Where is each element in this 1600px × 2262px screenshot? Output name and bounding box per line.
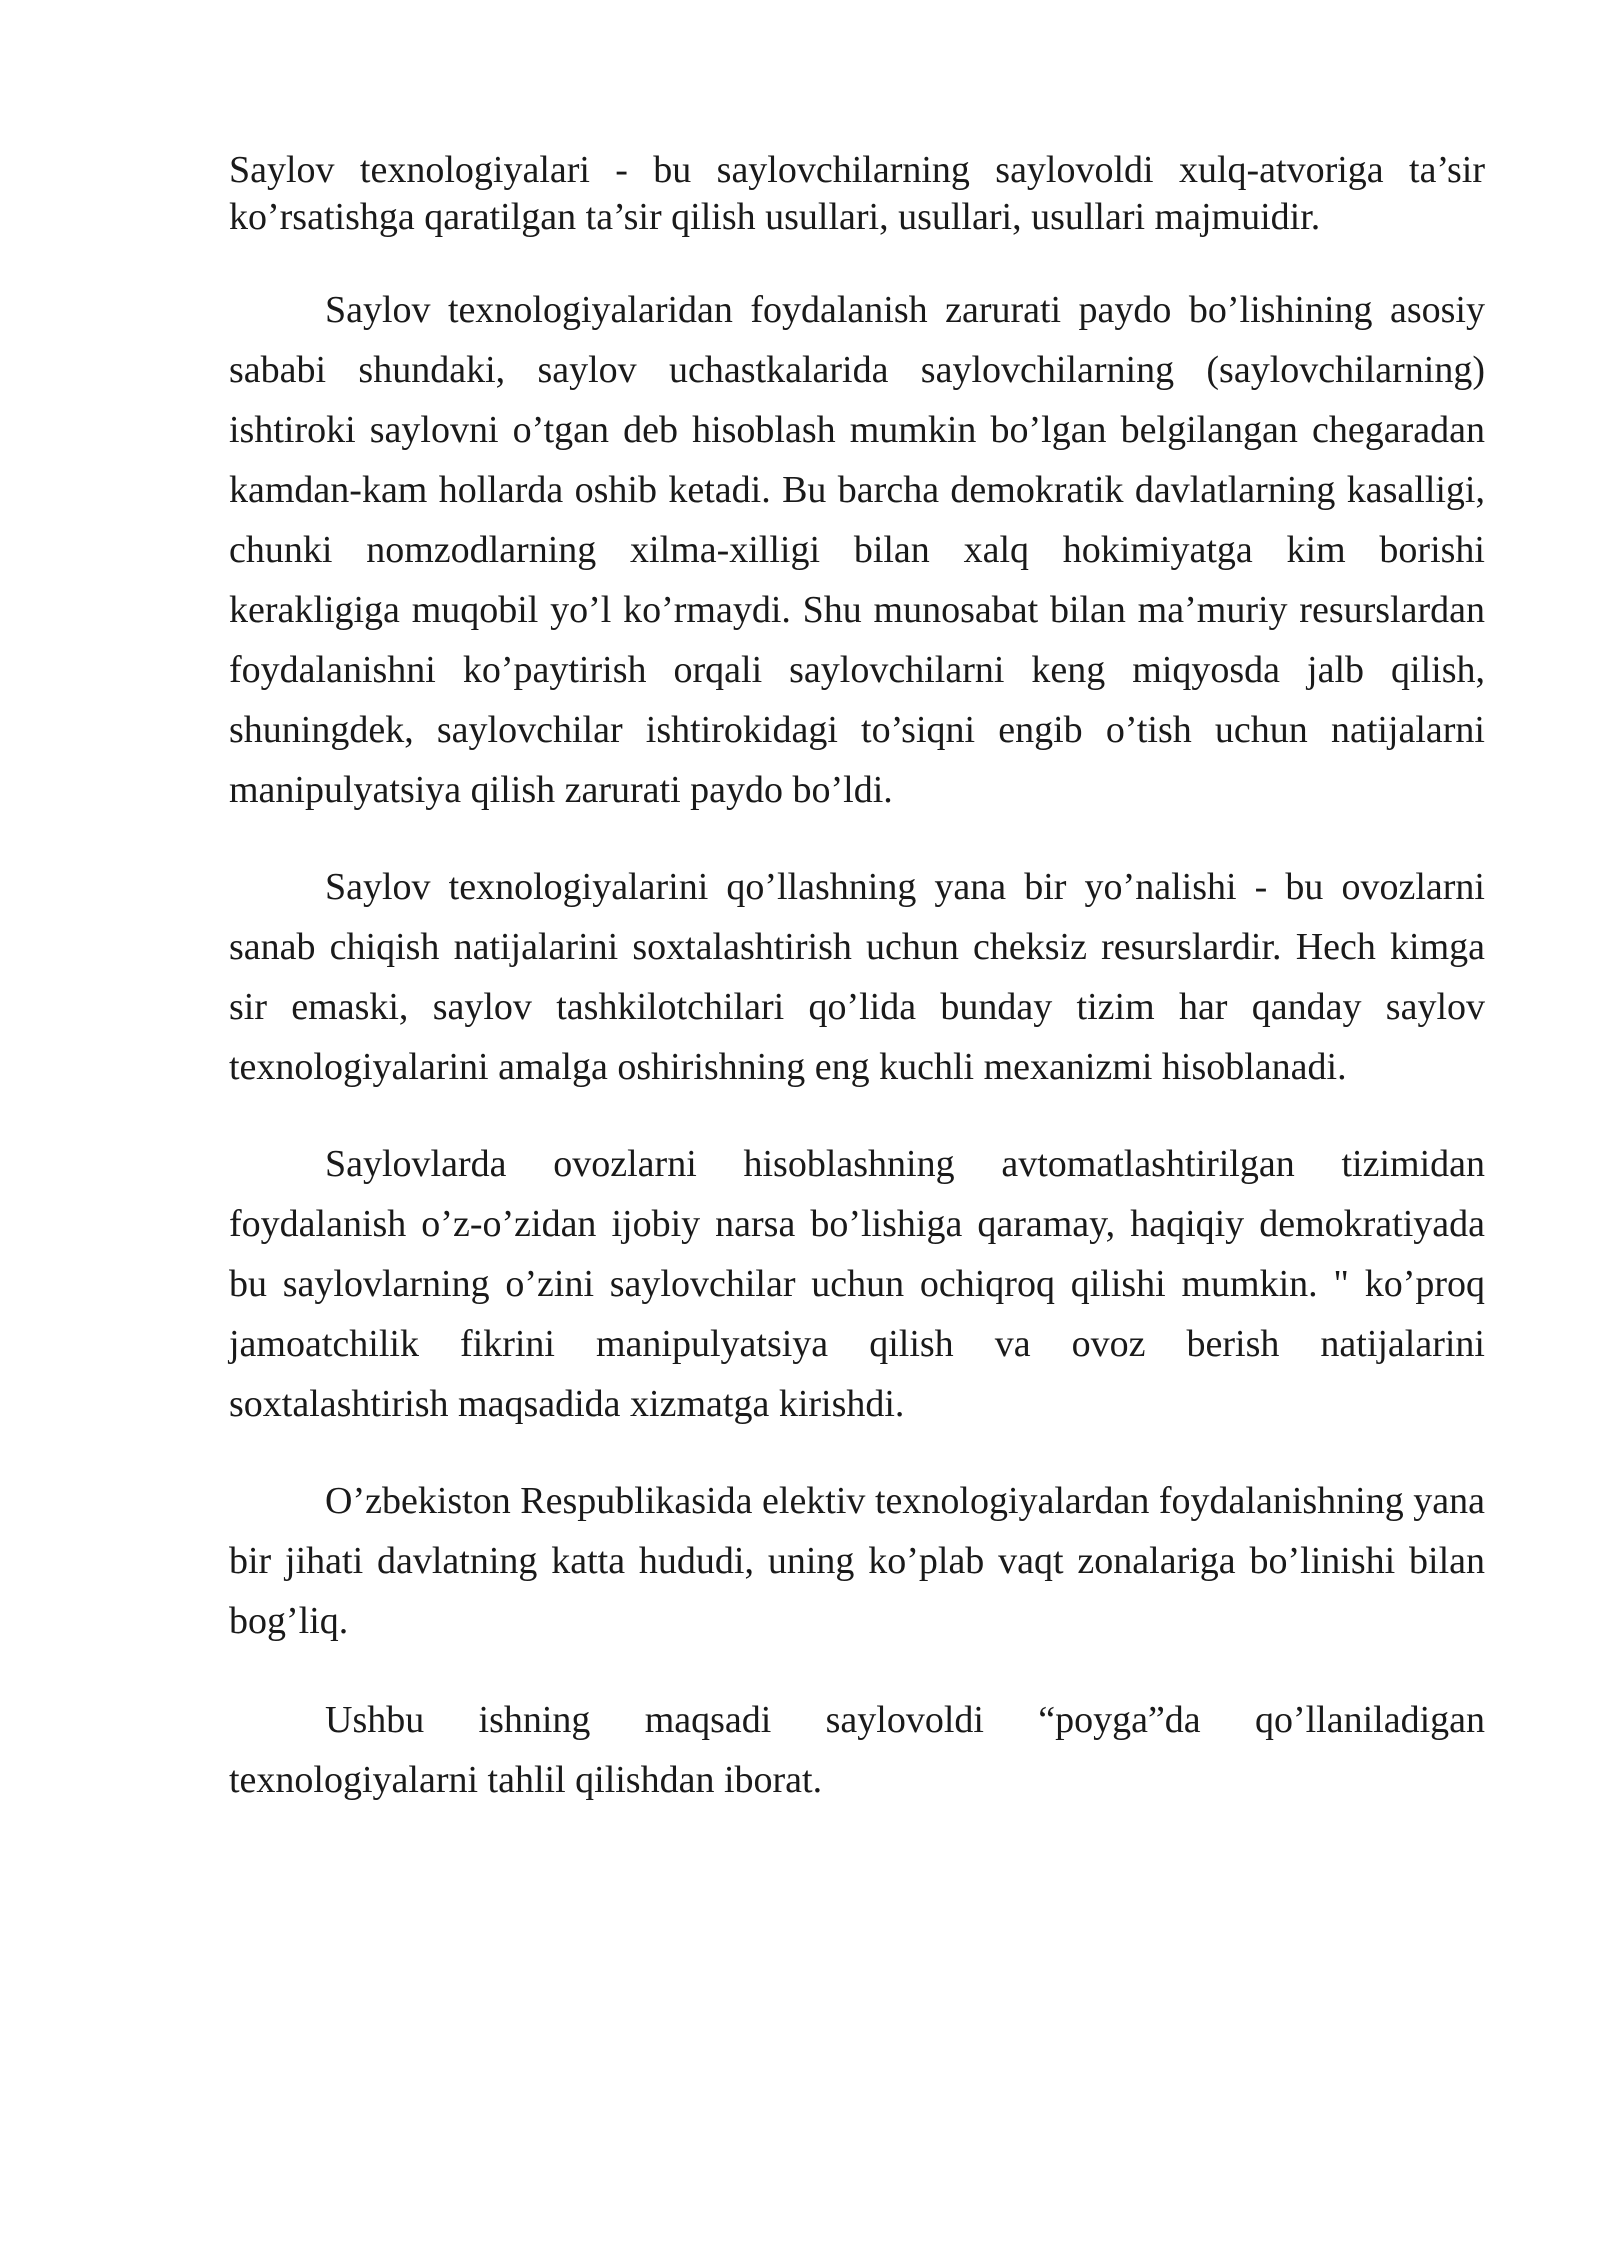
paragraph-4: Saylovlarda ovozlarni hisoblashning avtomatlashtirilgan tizimidan foydalanish o’z-o’zidan ijobiy narsa bo’lishiga qaramay, haqiqiy demokratiyada bu saylovlarning o’zini saylovchilar uchun ochiqroq qilishi mumkin. " ko’proq jamoatchilik fikrini manipulyatsiya qilish va ovoz berish natijalarini soxtalashtirish maqsadida xizmatga kirishdi.: [229, 1143, 1485, 1425]
paragraph-3: Saylov texnologiyalarini qo’llashning yana bir yo’nalishi - bu ovozlarni sanab chiqish natijalarini soxtalashtirish uchun cheksiz resurslardir. Hech kimga sir emaski, saylov tashkilotchilari qo’lida bunday tizim har qanday saylov texnologiyalarini amalga oshirishning eng kuchli mexanizmi hisoblanadi.: [229, 866, 1485, 1088]
document-body: [229, 147, 1485, 1810]
paragraph-6: Ushbu ishning maqsadi saylovoldi “poyga”da qo’llaniladigan texnologiyalarni tahlil qilishdan iborat.: [229, 1699, 1485, 1801]
paragraph-2: Saylov texnologiyalaridan foydalanish zarurati paydo bo’lishining asosiy sababi shundaki, saylov uchastkalarida saylovchilarning (saylovchilarning) ishtiroki saylovni o’tgan deb hisoblash mumkin bo’lgan belgilangan chegaradan kamdan-kam hollarda oshib ketadi. Bu barcha demokratik davlatlarning kasalligi, chunki nomzodlarning xilma-xilligi bilan xalq hokimiyatga kim borishi kerakligiga muqobil yo’l ko’rmaydi. Shu munosabat bilan ma’muriy resurslardan foydalanishni ko’paytirish orqali saylovchilarni keng miqyosda jalb qilish, shuningdek, saylovchilar ishtirokidagi to’siqni engib o’tish uchun natijalarni manipulyatsiya qilish zarurati paydo bo’ldi.: [229, 289, 1485, 811]
paragraph-5: O’zbekiston Respublikasida elektiv texnologiyalardan foydalanishning yana bir jihati davlatning katta hududi, uning ko’plab vaqt zonalariga bo’linishi bilan bog’liq.: [229, 1480, 1485, 1642]
paragraph-1: Saylov texnologiyalari - bu saylovchilarning saylovoldi xulq-atvoriga ta’sir ko’rsatishga qaratilgan ta’sir qilish usullari, usullari, usullari majmuidir.: [229, 149, 1485, 238]
